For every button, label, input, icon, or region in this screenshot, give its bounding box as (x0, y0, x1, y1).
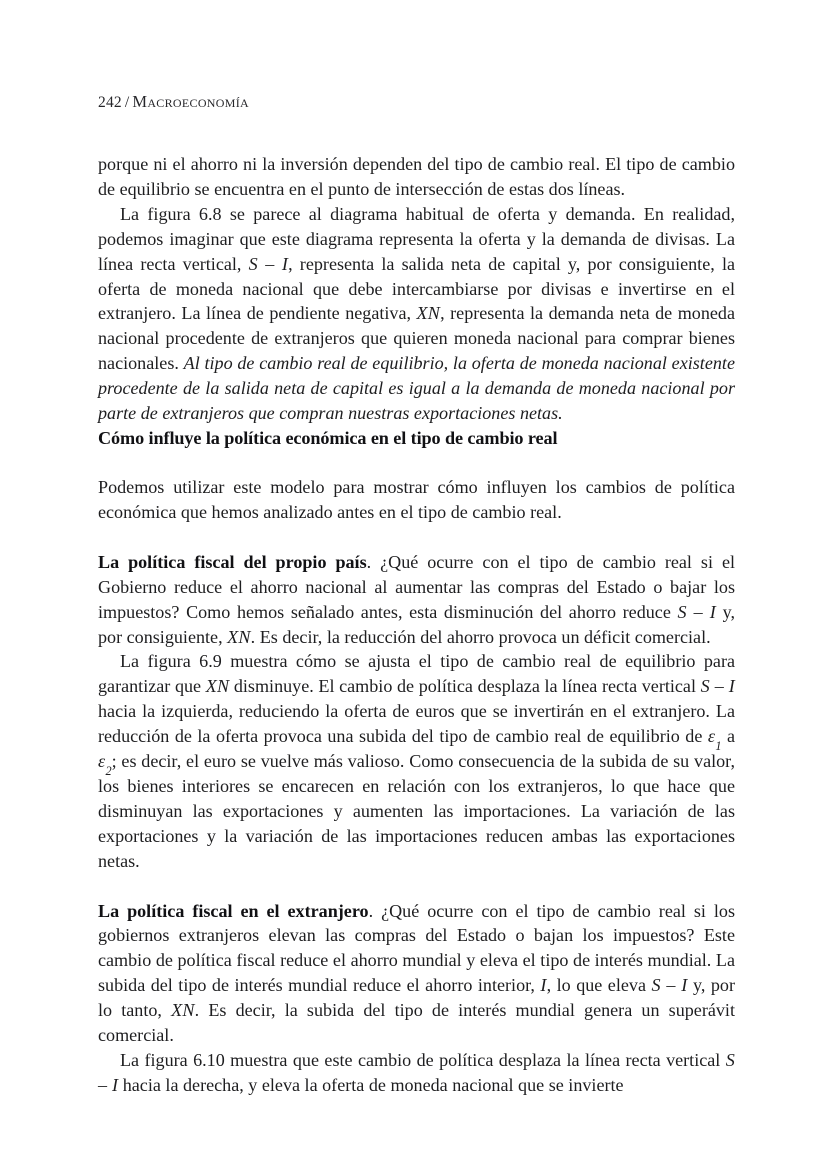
text-column (98, 92, 735, 1098)
math-variable-xn: XN (416, 303, 441, 324)
math-variable-s-minus-i: S – I (677, 601, 716, 622)
paragraph-foreign-fiscal-policy (98, 899, 735, 1048)
paragraph-text-segment: . ¿Qué ocurre con el tipo de cambio real si los gobiernos extranjeros elevan las compras del Estado o bajan los impuestos? Este cambio de política fiscal reduce el ahorro mundial y eleva el tipo de interés mundial. La subida del tipo de interés mundial reduce el ahorro interior, (98, 900, 735, 996)
paragraph-text: porque ni el ahorro ni la inversión dependen del tipo de cambio real. El tipo de cambio de equilibrio se encuentra en el punto de intersección de estas dos líneas. (98, 154, 735, 199)
math-variable-s-minus-i: S – I (98, 1050, 735, 1095)
paragraph-text-segment: La figura 6.10 muestra que este cambio de política desplaza la línea recta vertical (120, 1050, 726, 1070)
paragraph-text-segment: . Es decir, la reducción del ahorro provoca un déficit comercial. (250, 626, 711, 647)
book-title: Macroeconomía (132, 92, 249, 111)
math-variable-xn: XN (171, 1000, 195, 1021)
paragraph-text-segment: ; es decir, el euro se vuelve más valioso. Como consecuencia de la subida de su valor, los bienes interiores se encarecen en relación con los extranjeros, lo que hace que disminuyan las exportaciones y aumenten las importaciones. La variación de las exportaciones y la variación de las importaciones reducen ambas las exportaciones netas. (98, 751, 735, 871)
math-variable-s-minus-i: S – I (651, 975, 688, 996)
math-variable-xn: XN (227, 626, 251, 647)
math-variable-i: I (540, 975, 547, 996)
epsilon-symbol: ε (707, 726, 716, 747)
paragraph-text-segment: . Es decir, la subida del tipo de interés mundial genera un superávit comercial. (98, 1000, 735, 1046)
epsilon-symbol: ε (98, 751, 106, 772)
math-variable-s-minus-i: S – I (248, 253, 289, 274)
paragraph-text-segment: y, por lo tanto, (98, 975, 735, 1021)
paragraph-intro-policy (98, 475, 735, 525)
paragraph-text-segment: hacia la derecha, y eleva la oferta de moneda nacional que se invierte (118, 1074, 624, 1095)
math-variable-epsilon-1 (707, 726, 722, 754)
epsilon-subscript: 1 (715, 739, 722, 754)
math-variable-s-minus-i: S – I (700, 676, 735, 697)
paragraph-text-segment: , representa la salida neta de capital y, por consiguiente, la oferta de moneda nacional que debe intercambiarse por divisas e invertirse en el extranjero. La línea de pendiente negativa, (98, 253, 735, 324)
section-heading: Cómo influye la política económica en el tipo de cambio real (98, 427, 558, 448)
paragraph-text-segment: a (721, 726, 735, 747)
paragraph-figure-6-10 (98, 1048, 735, 1098)
paragraph-text-segment: y, por consiguiente, (98, 601, 735, 647)
paragraph-domestic-fiscal-policy (98, 550, 735, 650)
paragraph-text-segment: La figura 6.9 muestra cómo se ajusta el tipo de cambio real de equilibrio para garantizar que (98, 651, 735, 697)
paragraph-figure-6-8 (98, 202, 735, 426)
paragraph-text-segment: disminuye. El cambio de política desplaza la línea recta vertical (229, 676, 701, 697)
runin-heading-domestic-fiscal-policy: La política fiscal del propio país (98, 551, 367, 572)
running-head-separator: / (124, 94, 130, 111)
paragraph-text-segment: hacia la izquierda, reduciendo la oferta de euros que se invertirán en el extranjero. La reducción de la oferta provoca una subida del tipo de cambio real de equilibrio de (98, 701, 735, 747)
paragraph-continuation (98, 152, 735, 202)
page-folio-number: 242 (98, 94, 122, 111)
epsilon-subscript: 2 (105, 764, 112, 779)
paragraph-figure-6-9 (98, 649, 735, 873)
paragraph-text-segment: , lo que eleva (546, 975, 652, 996)
math-variable-xn: XN (205, 676, 230, 697)
paragraph-text-segment: , representa la demanda neta de moneda nacional procedente de extranjeros que quieren moneda nacional para comprar bienes nacionales. (98, 303, 735, 374)
paragraph-text-segment: . ¿Qué ocurre con el tipo de cambio real si el Gobierno reduce el ahorro nacional al aumentar las compras del Estado o bajar los impuestos? Como hemos señalado antes, esta disminución del ahorro reduce (98, 551, 735, 622)
runin-heading-foreign-fiscal-policy: La política fiscal en el extranjero (98, 900, 369, 921)
paragraph-text: Podemos utilizar este modelo para mostrar cómo influyen los cambios de política económica que hemos analizado antes en el tipo de cambio real. (98, 476, 735, 522)
emphasized-statement: Al tipo de cambio real de equilibrio, la oferta de moneda nacional existente procedente de la salida neta de capital es igual a la demanda de moneda nacional por parte de extranjeros que compran nuestras exportaciones netas. (98, 353, 735, 424)
running-head (98, 92, 735, 112)
paragraph-text-segment: La figura 6.8 se parece al diagrama habitual de oferta y demanda. En realidad, podemos imaginar que este diagrama representa la oferta y la demanda de divisas. La línea recta vertical, (98, 203, 735, 274)
math-variable-epsilon-2 (98, 751, 112, 779)
